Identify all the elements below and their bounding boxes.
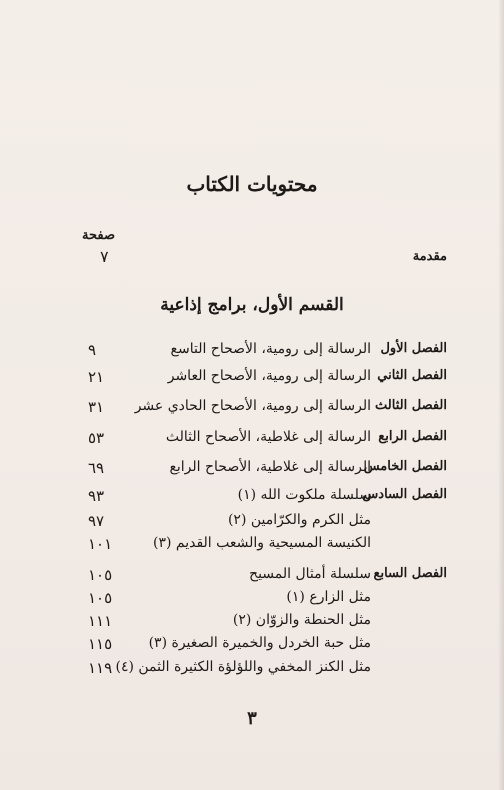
footer-page-number: ٣ [247, 708, 257, 729]
toc-row [0, 341, 504, 367]
page-number: ١١٥ [88, 635, 113, 653]
page-number: ٣١ [88, 398, 105, 416]
chapter-title: الرسالة إلى غلاطية، الأصحاح الثالث [165, 429, 371, 445]
chapter-title: الرسالة إلى رومية، الأصحاح التاسع [170, 341, 371, 357]
page-number: ١١١ [88, 612, 113, 630]
chapter-title: مثل الكنز المخفي واللؤلؤة الكثيرة الثمن (٤) [115, 659, 371, 675]
chapter-title: سلسلة ملكوت الله (١) [237, 487, 371, 503]
page-column-header: صفحة [82, 228, 115, 243]
toc-row [0, 659, 504, 685]
chapter-label: الفصل الثالث [375, 398, 447, 413]
page-number: ٩٧ [88, 512, 105, 530]
chapter-title: سلسلة أمثال المسيح [249, 566, 371, 582]
chapter-title: مثل الزارع (١) [286, 589, 371, 605]
chapter-title: الرسالة إلى رومية، الأصحاح العاشر [167, 368, 371, 384]
toc-row [0, 368, 504, 394]
chapter-title: مثل الحنطة والزوّان (٢) [232, 612, 371, 628]
page-number: ١١٩ [88, 659, 113, 677]
chapter-title: مثل حبة الخردل والخميرة الصغيرة (٣) [148, 635, 371, 651]
chapter-label: الفصل الثاني [377, 368, 447, 383]
toc-row [0, 535, 504, 561]
page-number: ٢١ [88, 368, 105, 386]
section-title: القسم الأول، برامج إذاعية [160, 295, 344, 315]
toc-row [0, 635, 504, 661]
chapter-label: الفصل الأول [380, 341, 447, 356]
chapter-label: الفصل الخامس [363, 459, 447, 474]
toc-row [0, 459, 504, 485]
page-number: ١٠٥ [88, 589, 113, 607]
intro-page-number: ٧ [100, 247, 109, 266]
toc-row [0, 398, 504, 424]
chapter-label: الفصل السابع [373, 566, 447, 581]
page-edge-shadow [498, 0, 504, 790]
toc-row [0, 487, 504, 513]
page-number: ١٠٥ [88, 566, 113, 584]
chapter-title: مثل الكرم والكرّامين (٢) [227, 512, 371, 528]
page-number: ٦٩ [88, 459, 105, 477]
contents-title: محتويات الكتاب [186, 172, 318, 196]
chapter-title: الكنيسة المسيحية والشعب القديم (٣) [152, 535, 371, 551]
page-number: ٩ [88, 341, 97, 359]
page-number: ٥٣ [88, 429, 105, 447]
intro-label: مقدمة [412, 249, 447, 264]
page-number: ٩٣ [88, 487, 105, 505]
chapter-title: الرسالة إلى غلاطية، الأصحاح الرابع [169, 459, 371, 475]
chapter-label: الفصل السادس [362, 487, 447, 502]
chapter-label: الفصل الرابع [378, 429, 447, 444]
chapter-title: الرسالة إلى رومية، الأصحاح الحادي عشر [134, 398, 371, 414]
page-number: ١٠١ [88, 535, 113, 553]
toc-row [0, 429, 504, 455]
